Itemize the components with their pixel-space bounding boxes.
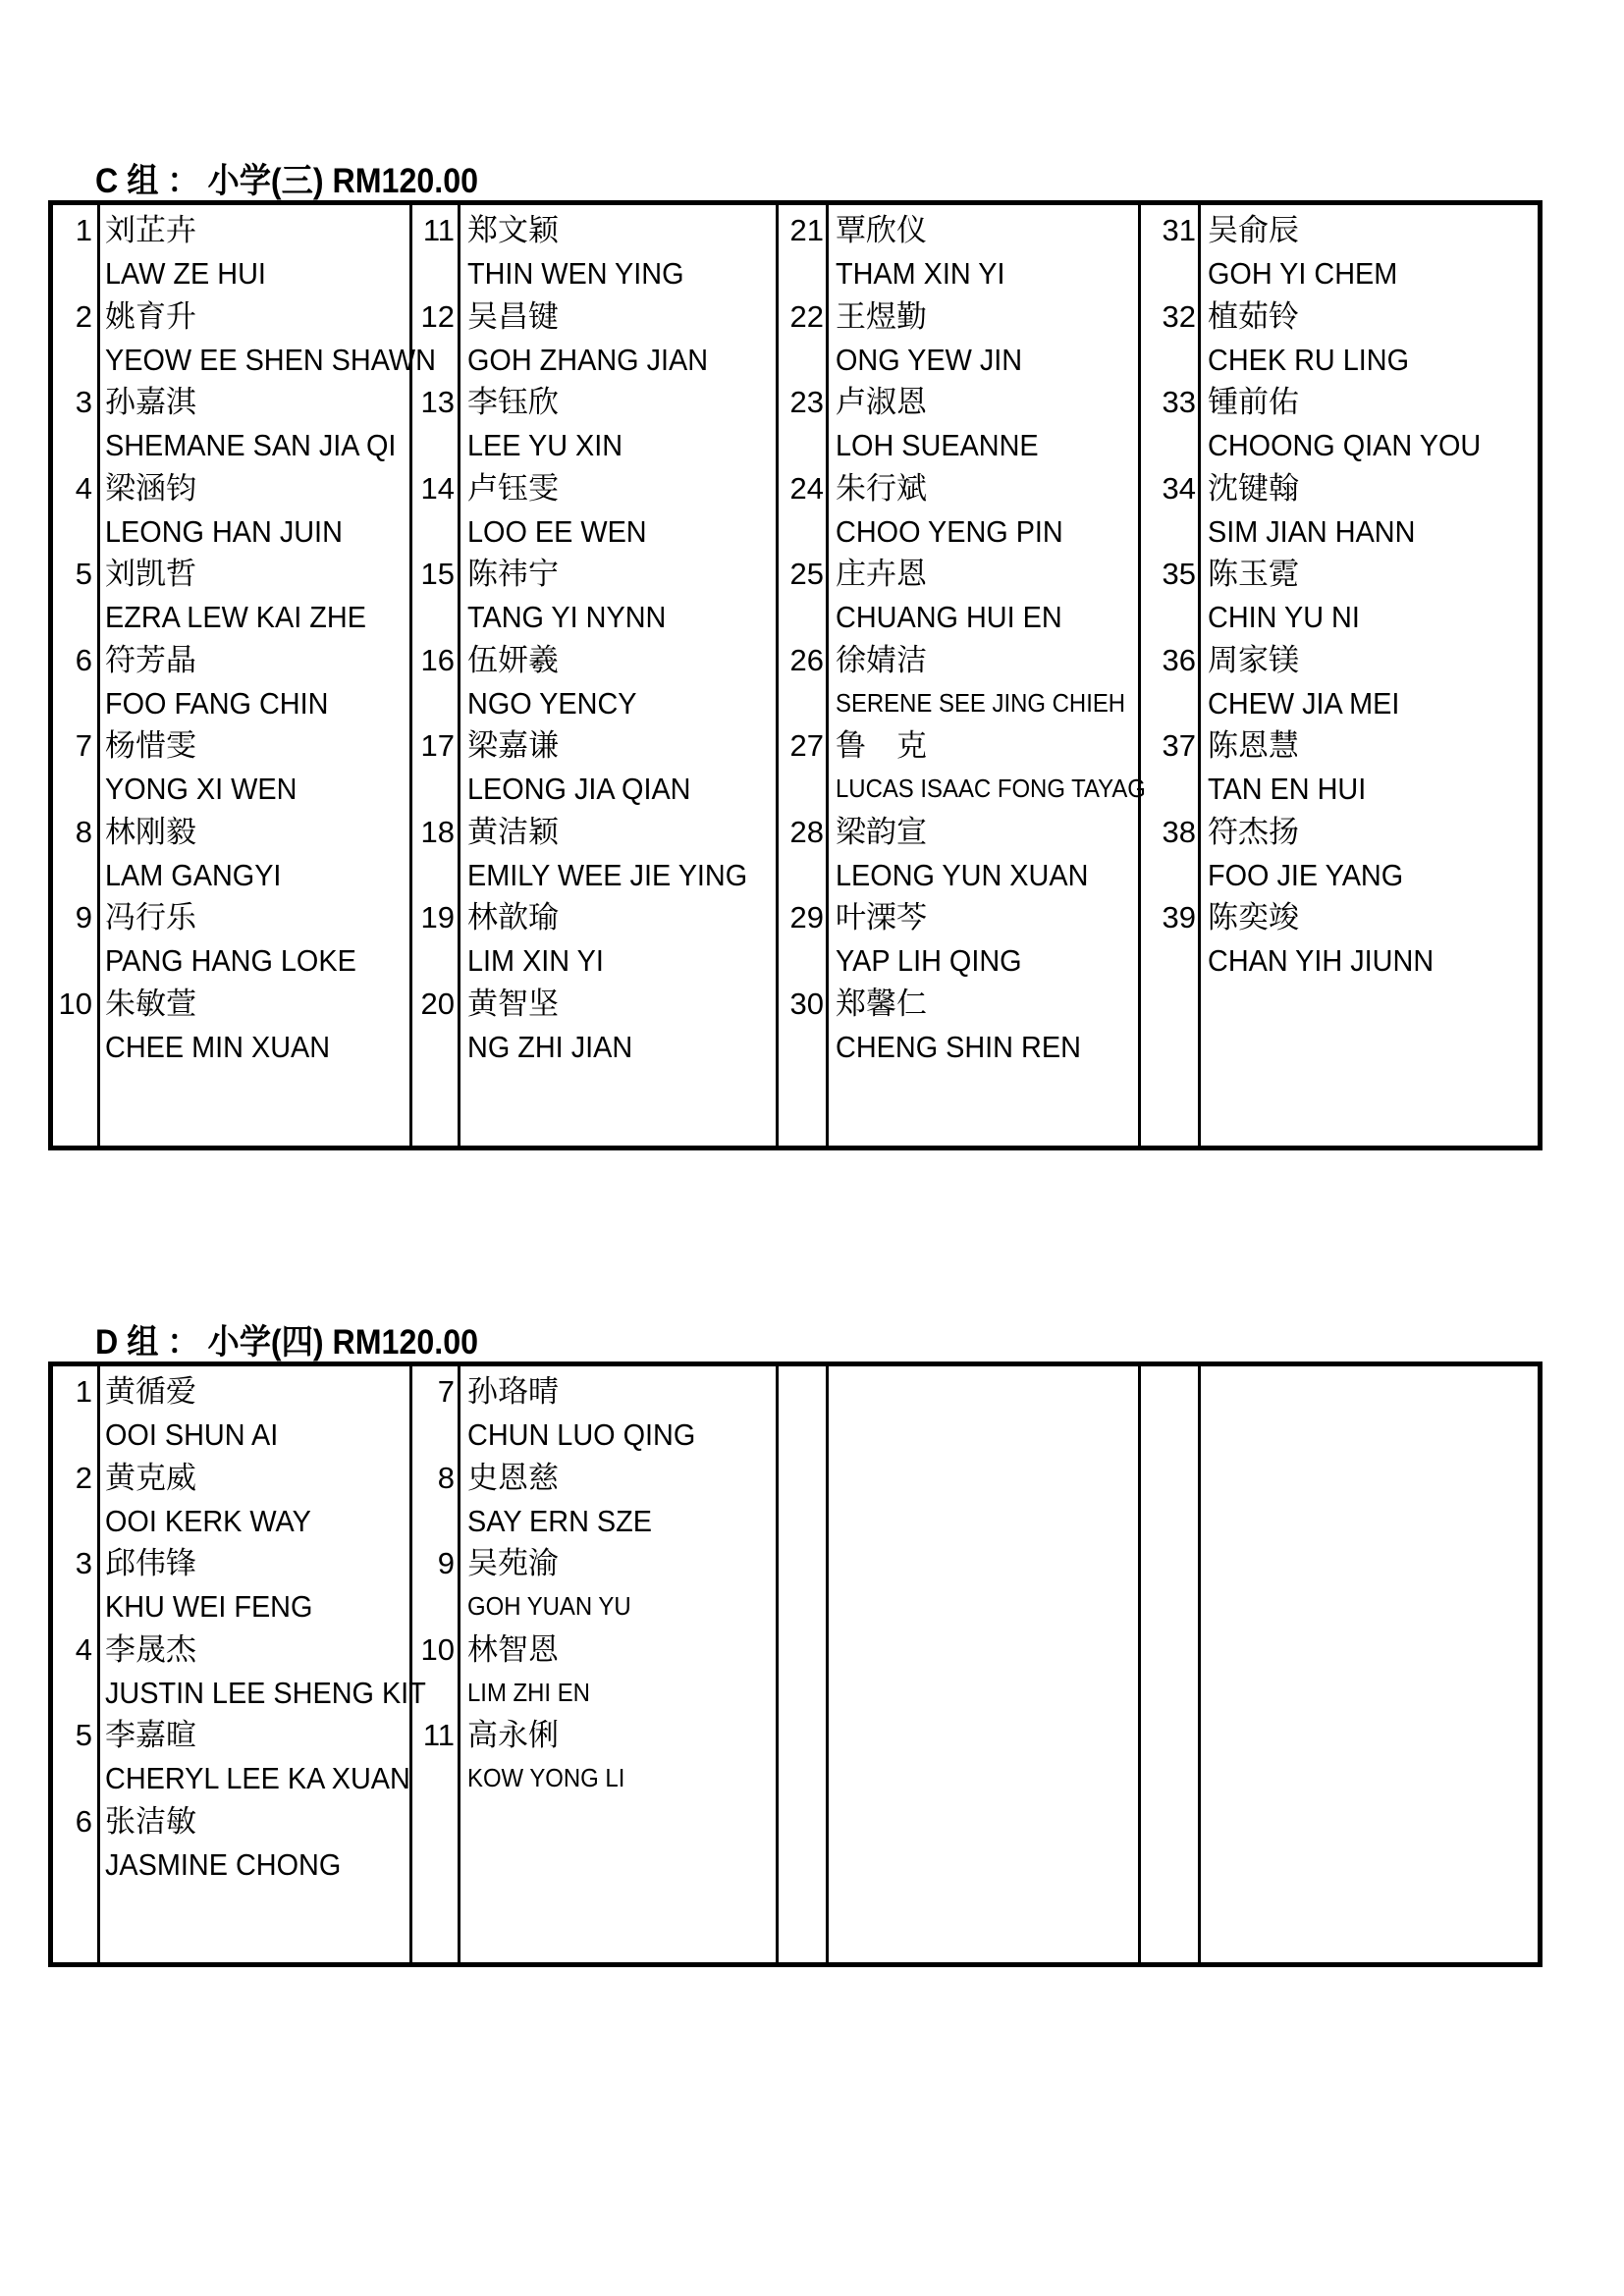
chinese-name: 伍妍羲 — [467, 642, 559, 678]
chinese-name: 孙珞晴 — [467, 1374, 559, 1410]
entry-number: 2 — [75, 1460, 92, 1495]
entry-number: 10 — [420, 1631, 455, 1667]
entry-number: 1 — [75, 1374, 92, 1409]
entry-number: 17 — [420, 728, 455, 763]
entry-number: 11 — [422, 213, 455, 247]
entry-number: 18 — [420, 814, 455, 849]
chinese-name: 刘凯哲 — [105, 557, 196, 592]
entry-number: 32 — [1162, 298, 1196, 334]
english-name: CHIN YU NI — [1208, 600, 1360, 634]
english-name: ONG YEW JIN — [836, 342, 1023, 377]
english-name: LEONG JIA QIAN — [467, 772, 691, 806]
chinese-name: 陈祎宁 — [467, 557, 559, 592]
english-name: TAN EN HUI — [1208, 772, 1367, 806]
entry-number: 1 — [75, 213, 92, 247]
chinese-name: 植茹铃 — [1208, 298, 1299, 335]
chinese-name: 锺前佑 — [1208, 385, 1299, 420]
chinese-name: 郑馨仁 — [836, 986, 927, 1022]
entry-number: 9 — [75, 900, 92, 934]
english-name: GOH ZHANG JIAN — [467, 342, 709, 377]
column-divider — [458, 1366, 460, 1962]
english-name: YAP LIH QING — [836, 943, 1022, 978]
english-name: CHERYL LEE KA XUAN — [105, 1761, 410, 1795]
english-name: CHENG SHIN REN — [836, 1029, 1081, 1064]
entry-number: 24 — [789, 470, 824, 506]
chinese-name: 史恩慈 — [467, 1460, 559, 1496]
entry-number: 34 — [1162, 470, 1196, 506]
english-name: YEOW EE SHEN SHAWN — [105, 342, 436, 377]
chinese-name: 覃欣仪 — [836, 213, 927, 248]
english-name: CHEW JIA MEI — [1208, 685, 1400, 721]
entry-number: 27 — [789, 728, 824, 763]
english-name: THIN WEN YING — [467, 256, 684, 291]
chinese-name: 符芳晶 — [105, 642, 196, 678]
entry-number: 2 — [75, 298, 92, 334]
chinese-name: 姚育升 — [105, 298, 196, 335]
column-divider — [1138, 1366, 1141, 1962]
entry-number: 16 — [420, 642, 455, 677]
chinese-name: 符杰扬 — [1208, 814, 1299, 850]
chinese-name: 梁涵钧 — [105, 470, 196, 507]
chinese-name: 刘芷卉 — [105, 213, 196, 248]
english-name: SIM JIAN HANN — [1208, 513, 1416, 549]
entry-number: 26 — [789, 642, 824, 677]
chinese-name: 吴俞辰 — [1208, 213, 1299, 248]
english-name: LEONG HAN JUIN — [105, 513, 343, 549]
english-name: SHEMANE SAN JIA QI — [105, 428, 397, 462]
entry-number: 11 — [422, 1718, 455, 1752]
entry-number: 12 — [420, 298, 455, 334]
english-name: LOH SUEANNE — [836, 428, 1039, 462]
entry-number: 39 — [1162, 900, 1196, 934]
entry-number: 23 — [789, 385, 824, 419]
entry-number: 10 — [58, 986, 92, 1021]
english-name: CHOO YENG PIN — [836, 513, 1063, 549]
entry-number: 35 — [1162, 557, 1196, 591]
entry-number: 4 — [75, 1631, 92, 1667]
chinese-name: 徐婧洁 — [836, 642, 927, 678]
english-name: LUCAS ISAAC FONG TAYAG — [836, 774, 1146, 803]
english-name: JASMINE CHONG — [105, 1846, 342, 1882]
entry-number: 9 — [437, 1546, 455, 1580]
english-name: OOI SHUN AI — [105, 1417, 279, 1452]
chinese-name: 黄循爱 — [105, 1374, 196, 1410]
chinese-name: 庄卉恩 — [836, 557, 927, 592]
english-name: LEE YU XIN — [467, 428, 623, 462]
english-name: NGO YENCY — [467, 685, 637, 721]
chinese-name: 周家镁 — [1208, 642, 1299, 678]
chinese-name: 鲁 克 — [836, 728, 927, 764]
english-name: OOI KERK WAY — [105, 1503, 311, 1538]
chinese-name: 李晟杰 — [105, 1631, 196, 1668]
entry-number: 13 — [420, 385, 455, 419]
entry-number: 33 — [1162, 385, 1196, 419]
entry-number: 4 — [75, 470, 92, 506]
entry-number: 29 — [789, 900, 824, 934]
chinese-name: 陈恩慧 — [1208, 728, 1299, 764]
chinese-name: 林歆瑜 — [467, 900, 559, 935]
column-divider — [826, 1366, 829, 1962]
entry-number: 6 — [75, 642, 92, 677]
entry-number: 7 — [437, 1374, 455, 1409]
chinese-name: 梁嘉谦 — [467, 728, 559, 764]
column-divider — [409, 1366, 412, 1962]
chinese-name: 叶溧芩 — [836, 900, 927, 935]
english-name: GOH YI CHEM — [1208, 256, 1398, 291]
english-name: YONG XI WEN — [105, 772, 298, 806]
entry-number: 19 — [420, 900, 455, 934]
chinese-name: 陈奕竣 — [1208, 900, 1299, 935]
group-c-title: C 组 ： 小学(三) RM120.00 — [95, 162, 479, 200]
entry-number: 7 — [75, 728, 92, 763]
english-name: CHUN LUO QING — [467, 1417, 696, 1452]
english-name: NG ZHI JIAN — [467, 1029, 633, 1064]
chinese-name: 朱敏萱 — [105, 986, 196, 1022]
chinese-name: 黄克威 — [105, 1460, 196, 1496]
chinese-name: 林智恩 — [467, 1631, 559, 1668]
english-name: CHEE MIN XUAN — [105, 1029, 331, 1064]
entry-number: 28 — [789, 814, 824, 849]
english-name: LIM ZHI EN — [467, 1677, 590, 1707]
chinese-name: 沈键翰 — [1208, 470, 1299, 507]
entry-number: 36 — [1162, 642, 1196, 677]
entry-number: 30 — [789, 986, 824, 1021]
group-c-table — [48, 200, 1543, 1150]
english-name: JUSTIN LEE SHENG KIT — [105, 1675, 426, 1710]
english-name: KOW YONG LI — [467, 1763, 625, 1792]
chinese-name: 吴苑渝 — [467, 1546, 559, 1581]
entry-number: 20 — [420, 986, 455, 1021]
english-name: GOH YUAN YU — [467, 1591, 631, 1621]
chinese-name: 黄洁颖 — [467, 814, 559, 850]
column-divider — [97, 1366, 100, 1962]
column-divider — [1198, 205, 1201, 1146]
english-name: CHOONG QIAN YOU — [1208, 428, 1482, 462]
chinese-name: 林刚毅 — [105, 814, 196, 850]
english-name: SERENE SEE JING CHIEH — [836, 687, 1126, 718]
column-divider — [1198, 1366, 1201, 1962]
english-name: EMILY WEE JIE YING — [467, 857, 748, 892]
column-divider — [1138, 205, 1141, 1146]
entry-number: 8 — [437, 1460, 455, 1495]
english-name: FOO JIE YANG — [1208, 857, 1404, 892]
entry-number: 5 — [75, 557, 92, 591]
column-divider — [458, 205, 460, 1146]
entry-number: 5 — [75, 1718, 92, 1752]
english-name: FOO FANG CHIN — [105, 685, 329, 721]
chinese-name: 陈玉霓 — [1208, 557, 1299, 592]
chinese-name: 邱伟锋 — [105, 1546, 196, 1581]
english-name: LEONG YUN XUAN — [836, 857, 1089, 892]
chinese-name: 朱行斌 — [836, 470, 927, 507]
entry-number: 14 — [420, 470, 455, 506]
chinese-name: 黄智坚 — [467, 986, 559, 1022]
english-name: LIM XIN YI — [467, 943, 604, 978]
entry-number: 31 — [1162, 213, 1196, 247]
english-name: SAY ERN SZE — [467, 1503, 652, 1538]
chinese-name: 王煜勤 — [836, 298, 927, 335]
chinese-name: 杨惜雯 — [105, 728, 196, 764]
entry-number: 37 — [1162, 728, 1196, 763]
english-name: CHAN YIH JIUNN — [1208, 943, 1435, 978]
entry-number: 3 — [75, 385, 92, 419]
english-name: PANG HANG LOKE — [105, 943, 356, 978]
chinese-name: 冯行乐 — [105, 900, 196, 935]
chinese-name: 高永俐 — [467, 1718, 559, 1753]
chinese-name: 吴昌键 — [467, 298, 559, 335]
english-name: CHEK RU LING — [1208, 342, 1410, 377]
chinese-name: 梁韵宣 — [836, 814, 927, 850]
entry-number: 8 — [75, 814, 92, 849]
chinese-name: 李钰欣 — [467, 385, 559, 420]
entry-number: 21 — [789, 213, 824, 247]
chinese-name: 孙嘉淇 — [105, 385, 196, 420]
chinese-name: 卢钰雯 — [467, 470, 559, 507]
chinese-name: 张洁敏 — [105, 1803, 196, 1840]
english-name: LOO EE WEN — [467, 513, 647, 549]
english-name: CHUANG HUI EN — [836, 600, 1062, 634]
english-name: LAW ZE HUI — [105, 256, 266, 291]
column-divider — [776, 1366, 779, 1962]
entry-number: 25 — [789, 557, 824, 591]
group-d-title: D 组 ： 小学(四) RM120.00 — [95, 1323, 479, 1362]
english-name: KHU WEI FENG — [105, 1589, 313, 1624]
column-divider — [826, 205, 829, 1146]
entry-number: 22 — [789, 298, 824, 334]
english-name: THAM XIN YI — [836, 256, 1005, 291]
entry-number: 6 — [75, 1803, 92, 1839]
entry-number: 38 — [1162, 814, 1196, 849]
english-name: LAM GANGYI — [105, 857, 282, 892]
english-name: TANG YI NYNN — [467, 600, 667, 634]
english-name: EZRA LEW KAI ZHE — [105, 600, 366, 634]
column-divider — [776, 205, 779, 1146]
chinese-name: 郑文颖 — [467, 213, 559, 248]
entry-number: 15 — [420, 557, 455, 591]
group-d-table — [48, 1362, 1543, 1967]
chinese-name: 李嘉暄 — [105, 1718, 196, 1753]
list-item — [53, 1800, 342, 1887]
column-divider — [97, 205, 100, 1146]
entry-number: 3 — [75, 1546, 92, 1580]
chinese-name: 卢淑恩 — [836, 385, 927, 420]
